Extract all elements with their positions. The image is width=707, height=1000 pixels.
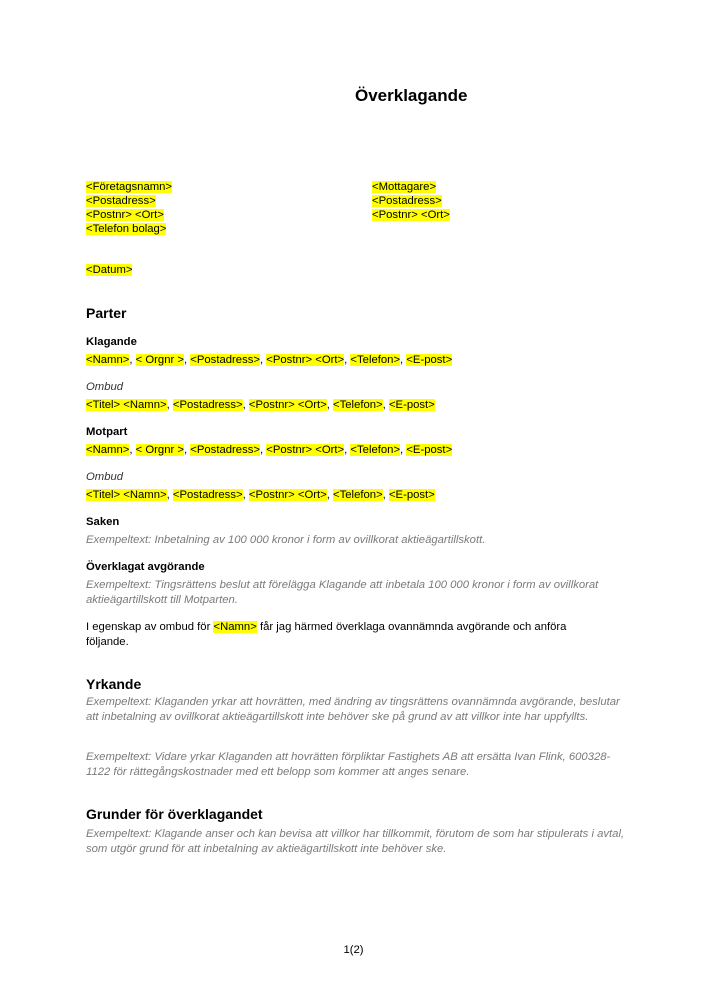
placeholder-field[interactable]: <Telefon>	[350, 444, 401, 456]
sender-city-field[interactable]: <Ort>	[135, 209, 164, 221]
sender-address-block	[86, 180, 172, 236]
placeholder-field[interactable]: <E-post>	[406, 444, 453, 456]
field-separator: ,	[344, 354, 351, 366]
field-separator: ,	[382, 489, 389, 501]
field-separator: ,	[259, 444, 267, 456]
field-separator: ,	[166, 489, 173, 501]
field-separator: ,	[400, 444, 407, 456]
intro-name-field[interactable]: <Namn>	[213, 621, 257, 633]
field-separator: ,	[183, 354, 191, 366]
placeholder-field[interactable]: <Telefon>	[350, 354, 401, 366]
motpart-ombud-label: Ombud	[86, 471, 124, 483]
date-line	[86, 263, 132, 277]
parter-heading: Parter	[86, 305, 127, 321]
recipient-name-field[interactable]: <Mottagare>	[372, 181, 437, 193]
field-separator: ,	[382, 399, 389, 411]
saken-heading: Saken	[86, 516, 120, 528]
field-separator: ,	[259, 354, 267, 366]
placeholder-field[interactable]: <Postadress>	[172, 399, 243, 411]
grunder-example-text: Exempeltext: Klagande anser och kan bevisa att villkor har tillkommit, förutom de som har stipulerats i avtal, som utgör grund för att inbetalning av aktieägartillskott inte behöver ske.	[86, 828, 625, 855]
intro-text-after: får jag härmed överklaga ovannämnda avgörande och anföra följande.	[86, 621, 567, 648]
klagande-ombud-fields-line	[86, 398, 435, 412]
placeholder-field[interactable]: <Postnr> <Ort>	[248, 399, 327, 411]
motpart-ombud-fields-line	[86, 488, 435, 502]
recipient-address-block	[372, 180, 450, 222]
overklagat-heading: Överklagat avgörande	[86, 561, 205, 573]
sender-company-field[interactable]: <Företagsnamn>	[86, 181, 173, 193]
placeholder-field[interactable]: <Titel> <Namn>	[86, 399, 167, 411]
placeholder-field[interactable]: <E-post>	[406, 354, 453, 366]
page-number: 1(2)	[343, 944, 364, 956]
date-field[interactable]: <Datum>	[86, 264, 133, 276]
placeholder-field[interactable]: <Postnr> <Ort>	[248, 489, 327, 501]
placeholder-field[interactable]: <Namn>	[86, 354, 130, 366]
placeholder-field[interactable]: <Postadress>	[190, 444, 260, 456]
field-separator: ,	[183, 444, 191, 456]
intro-text-before: I egenskap av ombud för	[86, 621, 214, 633]
field-separator: ,	[400, 354, 407, 366]
placeholder-field[interactable]: <E-post>	[388, 489, 435, 501]
placeholder-field[interactable]: <Postadress>	[190, 354, 260, 366]
yrkande-heading: Yrkande	[86, 676, 142, 692]
klagande-heading: Klagande	[86, 336, 137, 348]
overklagat-example-text: Exempeltext: Tingsrättens beslut att förelägga Klagande att inbetala 100 000 kronor i form av ovillkorat aktieägartillskott till Motparten.	[86, 579, 599, 606]
field-separator: ,	[326, 489, 334, 501]
klagande-fields-line	[86, 353, 452, 367]
field-separator: ,	[242, 489, 249, 501]
placeholder-field[interactable]: <Postnr> <Ort>	[266, 444, 345, 456]
placeholder-field[interactable]: <Postadress>	[172, 489, 243, 501]
recipient-postal-address-field[interactable]: <Postadress>	[372, 195, 442, 207]
yrkande-example-text-2: Exempeltext: Vidare yrkar Klaganden att hovrätten förpliktar Fastighets AB att ersätta Ivan Flink, 600328-1122 för rättegångskostnader med ett belopp som kommer att anges senare.	[86, 751, 611, 778]
field-separator: ,	[166, 399, 173, 411]
placeholder-field[interactable]: <Telefon>	[333, 399, 383, 411]
field-separator: ,	[326, 399, 334, 411]
field-separator: ,	[344, 444, 351, 456]
field-separator: ,	[242, 399, 249, 411]
placeholder-field[interactable]: <Namn>	[86, 444, 130, 456]
motpart-fields-line	[86, 443, 452, 457]
placeholder-field[interactable]: <Postnr> <Ort>	[266, 354, 345, 366]
klagande-ombud-label: Ombud	[86, 381, 124, 393]
recipient-city-field[interactable]: <Ort>	[421, 209, 450, 221]
grunder-heading: Grunder för överklagandet	[86, 806, 263, 822]
field-separator: ,	[129, 354, 136, 366]
placeholder-field[interactable]: <Telefon>	[333, 489, 383, 501]
saken-example-text: Exempeltext: Inbetalning av 100 000 kronor i form av ovillkorat aktieägartillskott.	[86, 534, 486, 546]
intro-paragraph	[86, 620, 606, 649]
placeholder-field[interactable]: <E-post>	[388, 399, 435, 411]
field-separator: ,	[129, 444, 136, 456]
sender-postal-code-field[interactable]: <Postnr>	[86, 209, 132, 221]
recipient-postal-code-field[interactable]: <Postnr>	[372, 209, 418, 221]
motpart-heading: Motpart	[86, 426, 128, 438]
sender-postal-address-field[interactable]: <Postadress>	[86, 195, 156, 207]
placeholder-field[interactable]: <Titel> <Namn>	[86, 489, 167, 501]
yrkande-example-text-1: Exempeltext: Klaganden yrkar att hovrätten, med ändring av tingsrättens ovannämnda avgörande, beslutar att inbetalning av ovillkorat aktieägartillskott inte behöver ske på grund av att villkor inte har uppfyllts.	[86, 696, 620, 723]
placeholder-field[interactable]: < Orgnr >	[135, 354, 184, 366]
sender-phone-field[interactable]: <Telefon bolag>	[86, 223, 167, 235]
document-title: Överklagande	[355, 86, 468, 105]
placeholder-field[interactable]: < Orgnr >	[135, 444, 184, 456]
